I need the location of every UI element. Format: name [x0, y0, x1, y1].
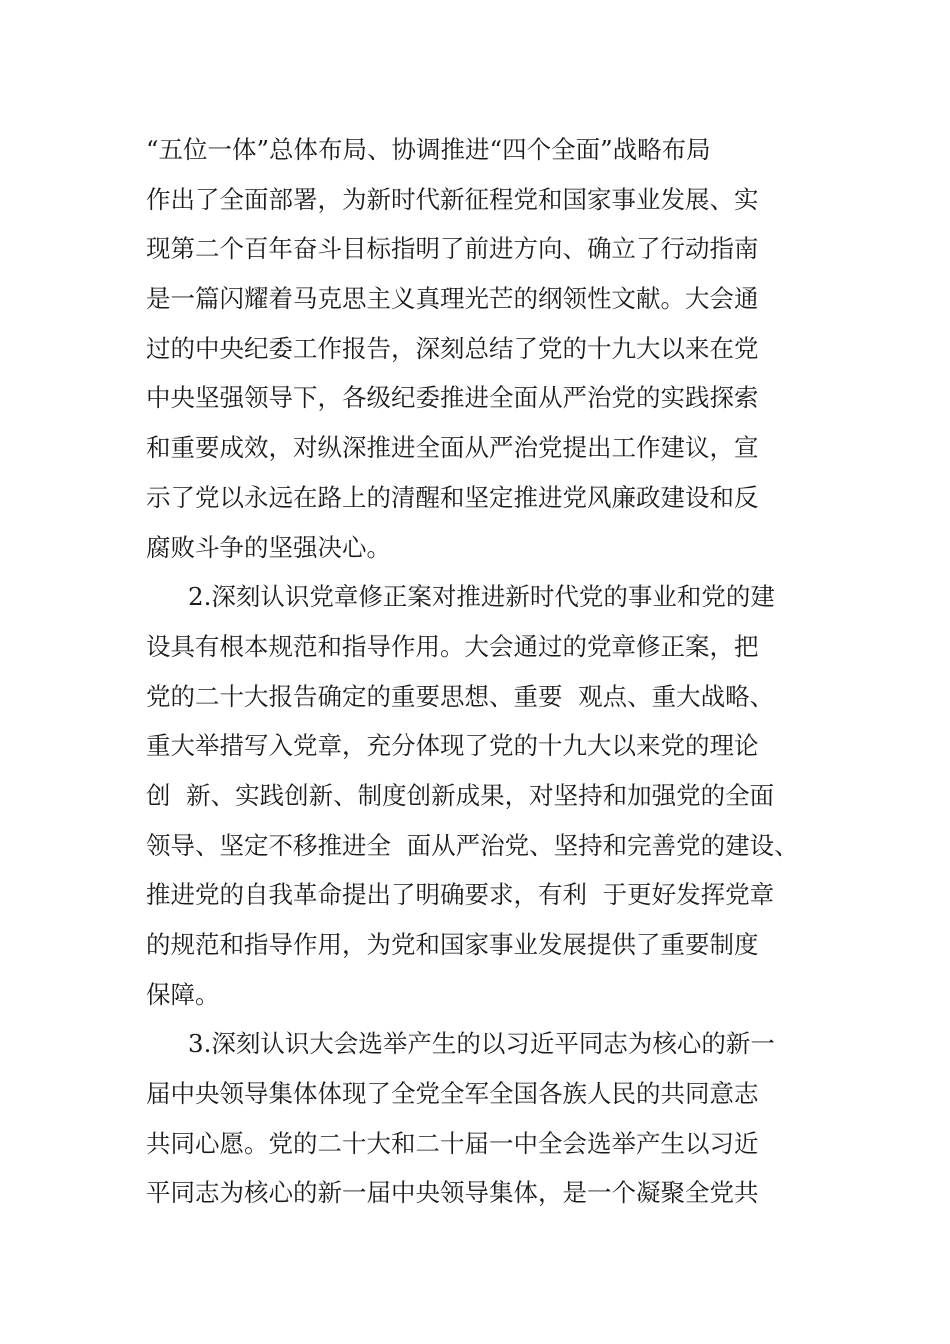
text-line: 示了党以永远在路上的清醒和坚定推进党风廉政建设和反 — [146, 482, 759, 512]
text-line: 和重要成效，对纵深推进全面从严治党提出工作建议，宣 — [146, 433, 759, 463]
text-line: 党的二十大报告确定的重要思想、重要 观点、重大战略、 — [146, 681, 775, 711]
text-line: 创 新、实践创新、制度创新成果，对坚持和加强党的全面 — [146, 780, 775, 810]
text-line: 腐败斗争的坚强决心。 — [146, 532, 391, 562]
text-line: 过的中央纪委工作报告，深刻总结了党的十九大以来在党 — [146, 333, 759, 363]
text-line: 是一篇闪耀着马克思主义真理光芒的纲领性文献。大会通 — [146, 284, 759, 314]
text-line: 中央坚强领导下，各级纪委推进全面从严治党的实践探索 — [146, 383, 759, 413]
text-line: 重大举措写入党章，充分体现了党的十九大以来党的理论 — [146, 731, 759, 761]
text-line: 现第二个百年奋斗目标指明了前进方向、确立了行动指南 — [146, 234, 759, 264]
text-line: 届中央领导集体体现了全党全军全国各族人民的共同意志 — [146, 1079, 759, 1109]
text-line: 作出了全面部署，为新时代新征程党和国家事业发展、实 — [146, 184, 759, 214]
text-line: 保障。 — [146, 979, 220, 1009]
text-line: 的规范和指导作用，为党和国家事业发展提供了重要制度 — [146, 930, 759, 959]
text-line: 设具有根本规范和指导作用。大会通过的党章修正案，把 — [146, 631, 759, 661]
body-text — [146, 125, 826, 1218]
section-heading-line: 3.深刻认识大会选举产生的以习近平同志为核心的新一 — [188, 1029, 775, 1059]
text-line: 共同心愿。党的二十大和二十届一中全会选举产生以习近 — [146, 1128, 759, 1158]
text-line: “五位一体”总体布局、协调推进“四个全面”战略布局 — [146, 135, 711, 164]
section-heading-line: 2.深刻认识党章修正案对推进新时代党的事业和党的建 — [188, 582, 775, 612]
text-line: 推进党的自我革命提出了明确要求，有利 于更好发挥党章 — [146, 880, 775, 910]
text-line: 平同志为核心的新一届中央领导集体，是一个凝聚全党共 — [146, 1178, 759, 1208]
text-line: 领导、坚定不移推进全 面从严治党、坚持和完善党的建设、 — [146, 830, 799, 860]
